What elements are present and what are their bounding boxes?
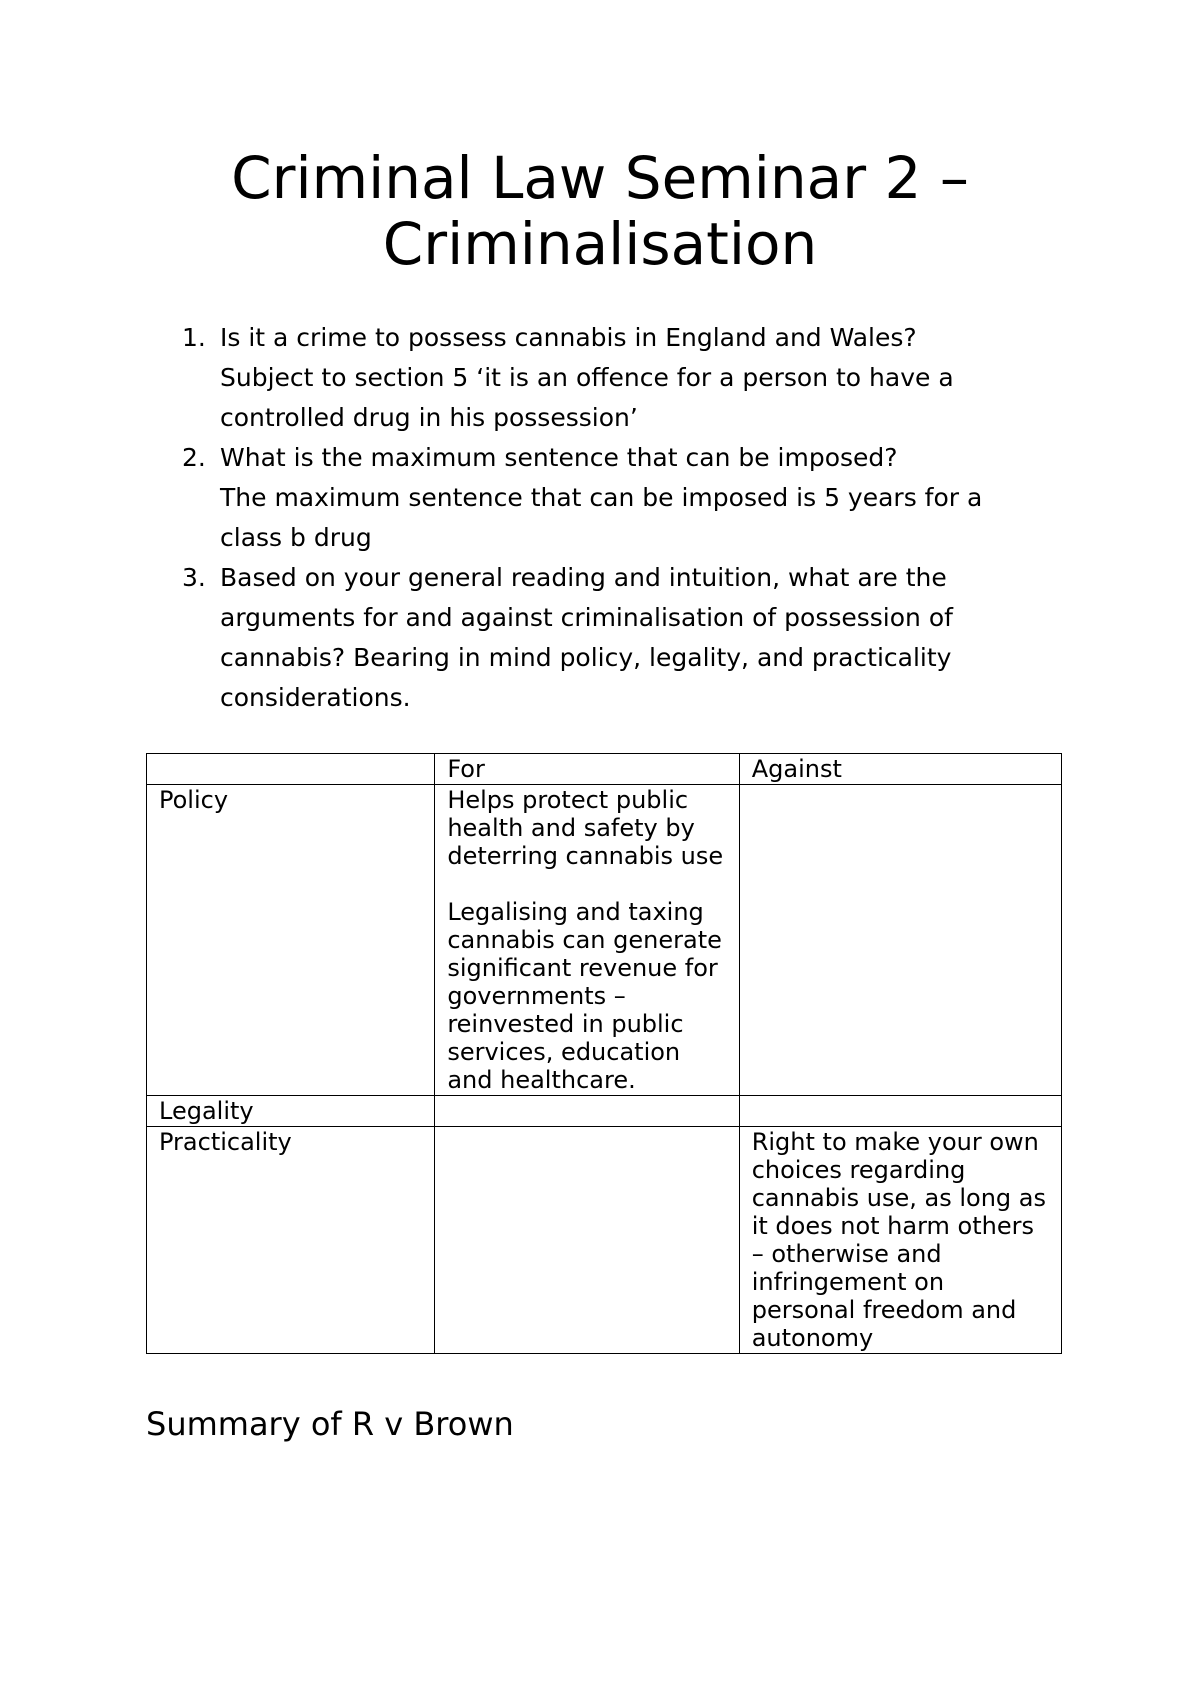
summary-heading: Summary of R v Brown <box>146 1405 514 1443</box>
legality-against-cell <box>739 1096 1061 1127</box>
answer-text: The maximum sentence that can be imposed is 5 years for a class b drug <box>220 483 983 552</box>
question-text: What is the maximum sentence that can be imposed? <box>220 443 898 472</box>
policy-against-cell <box>739 785 1061 1096</box>
legality-for-cell <box>435 1096 739 1127</box>
question-item-3 <box>170 558 1020 718</box>
question-number: 2. <box>182 443 206 472</box>
document-title: Criminal Law Seminar 2 – Criminalisation <box>231 144 969 278</box>
arguments-table <box>146 753 1062 1354</box>
question-text: Is it a crime to possess cannabis in England and Wales? <box>220 323 917 352</box>
paragraph-gap <box>447 870 728 898</box>
question-number: 1. <box>182 323 206 352</box>
policy-for-point-1: Helps protect public health and safety by deterring cannabis use <box>447 786 724 870</box>
question-item-2 <box>170 438 1020 558</box>
header-cell-empty <box>147 754 435 785</box>
practicality-against-cell: Right to make your own choices regarding cannabis use, as long as it does not harm others – otherwise and infringement on personal freedom and autonomy <box>739 1127 1061 1354</box>
table-row-practicality <box>147 1127 1062 1354</box>
header-cell-for: For <box>435 754 739 785</box>
question-number: 3. <box>182 563 206 592</box>
policy-for-cell <box>435 785 739 1096</box>
row-label-legality: Legality <box>147 1096 435 1127</box>
row-label-policy: Policy <box>147 785 435 1096</box>
answer-text: Subject to section 5 ‘it is an offence for a person to have a controlled drug in his possession’ <box>220 363 954 432</box>
practicality-for-cell <box>435 1127 739 1354</box>
question-list <box>170 318 1020 718</box>
table-row-legality <box>147 1096 1062 1127</box>
table-header-row <box>147 754 1062 785</box>
table-row-policy <box>147 785 1062 1096</box>
row-label-practicality: Practicality <box>147 1127 435 1354</box>
question-text: Based on your general reading and intuition, what are the arguments for and against criminalisation of possession of cannabis? Bearing in mind policy, legality, and practicality considerations. <box>220 563 953 712</box>
question-item-1 <box>170 318 1020 438</box>
policy-for-point-2: Legalising and taxing cannabis can generate significant revenue for governments – reinvested in public services, education and healthcare. <box>447 898 722 1094</box>
header-cell-against: Against <box>739 754 1061 785</box>
